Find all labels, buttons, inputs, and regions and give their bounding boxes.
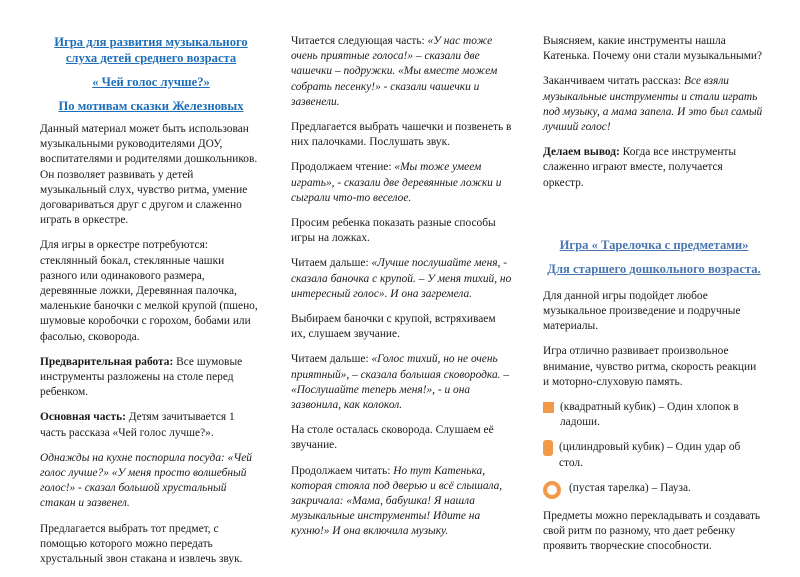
game2-title: Игра « Тарелочка с предметами» [559, 237, 749, 252]
story-part-4: Читаем дальше: «Лучше послушайте меня, - сказала баночка с крупой. – У меня тихий, но интересный голос». И она загремела. [291, 257, 512, 300]
legend-square: (квадратный кубик) – Один хлопок в ладоши. [543, 400, 765, 430]
column-right [543, 34, 765, 564]
story-part-5: Читаем дальше: «Голос тихий, но не очень приятный», – сказала большая сковородка. – «Послушайте теперь меня!», - и она зазвонила, как колокол. [291, 353, 510, 412]
question-paragraph: Выясняем, какие инструменты нашла Катенька. Почему они стали музыкальными? [543, 35, 763, 63]
square-cube-icon [543, 402, 554, 413]
story-part-1: Однажды на кухне поспорила посуда: «Чей голос лучше?» «У меня просто волшебный голос!» - сказал большой хрустальный стакан и зазвенел. [40, 451, 252, 510]
game2-intro: Для данной игры подойдет любое музыкальное произведение и подручные материалы. [543, 289, 741, 333]
prep-label: Предварительная работа: [40, 355, 174, 368]
task-paragraph-5: На столе осталась сковорода. Слушаем её звучание. [291, 424, 494, 452]
spacer [543, 201, 765, 237]
game2-subtitle: Для старшего дошкольного возраста. [547, 261, 761, 276]
conclusion-label: Делаем вывод: [543, 146, 620, 159]
story-ending: Заканчиваем читать рассказ: Все взяли музыкальные инструменты и стали играть под музыку, а мама запела. И это был самый лучший голос! [543, 75, 763, 134]
empty-plate-icon [543, 481, 561, 499]
game2-closing: Предметы можно перекладывать и создавать свой ритм по разному, что дает ребенку проявить творческие способности. [543, 509, 761, 553]
materials-paragraph: Для игры в оркестре потребуются: стеклянный бокал, стеклянные чашки разного или одинакового размера, деревянные ложки, Деревянная палочка, маленькие баночки с мелкой крупой (пшено, шумовые коробочки с горохом, бобами или фасолью, сковорода. [40, 239, 258, 343]
game1-title: Игра для развития музыкального слуха детей среднего возраста [54, 35, 248, 65]
intro-paragraph: Данный материал может быть использован музыкальными руководителями ДОУ, воспитателями и родителями дошкольников. Он позволяет развивать у детей музыкальный слух, чувство ритма, умение договариваться друг с другом и слаженно играть в оркестре. [40, 123, 258, 227]
story-part-6: Продолжаем читать: Но тут Катенька, которая стояла под дверью и всё слышала, закричала: «Мама, бабушка! Я нашла музыкальные инструменты! Идите на кухню!» И она включила музыку. [291, 464, 503, 538]
task-paragraph-1: Предлагается выбрать тот предмет, с помощью которого можно передать хрустальный звон стакана и извлечь звук. [40, 522, 243, 566]
game1-subtitle: « Чей голос лучше?» [92, 75, 210, 89]
main-part-paragraph: Основная часть: Детям зачитывается 1 часть рассказа «Чей голос лучше?». [40, 411, 235, 439]
legend-plate: (пустая тарелка) – Пауза. [543, 481, 765, 499]
main-label: Основная часть: [40, 411, 126, 424]
cylinder-cube-icon [543, 440, 553, 456]
task-paragraph-3: Просим ребенка показать разные способы игры на ложках. [291, 217, 496, 245]
game2-benefits: Игра отлично развивает произвольное внимание, чувство ритма, скорость реакции и моторно-слуховую память. [543, 345, 757, 388]
story-part-2: Читается следующая часть: «У нас тоже очень приятные голоса!» – сказали две чашечки – подружки. «Мы вместе можем собрать песенку!» - сказали чашечки и зазвенели. [291, 35, 498, 108]
task-paragraph-2: Предлагается выбрать чашечки и позвенеть в них палочками. Послушать звук. [291, 121, 512, 149]
task-paragraph-4: Выбираем баночки с крупой, встряхиваем их, слушаем звучание. [291, 313, 496, 341]
prep-paragraph: Предварительная работа: Все шумовые инструменты разложены на столе перед ребенком. [40, 355, 243, 399]
legend-cylinder: (цилиндровый кубик) – Один удар об стол. [543, 440, 765, 470]
conclusion-paragraph: Делаем вывод: Когда все инструменты слаженно играют вместе, получается оркестр. [543, 146, 737, 189]
column-middle [291, 34, 513, 550]
column-left [40, 34, 262, 577]
story-part-3: Продолжаем чтение: «Мы тоже умеем играть», - сказали две деревянные ложки и сыграли что-то веселое. [291, 161, 502, 204]
game1-source: По мотивам сказки Железновых [58, 99, 244, 113]
